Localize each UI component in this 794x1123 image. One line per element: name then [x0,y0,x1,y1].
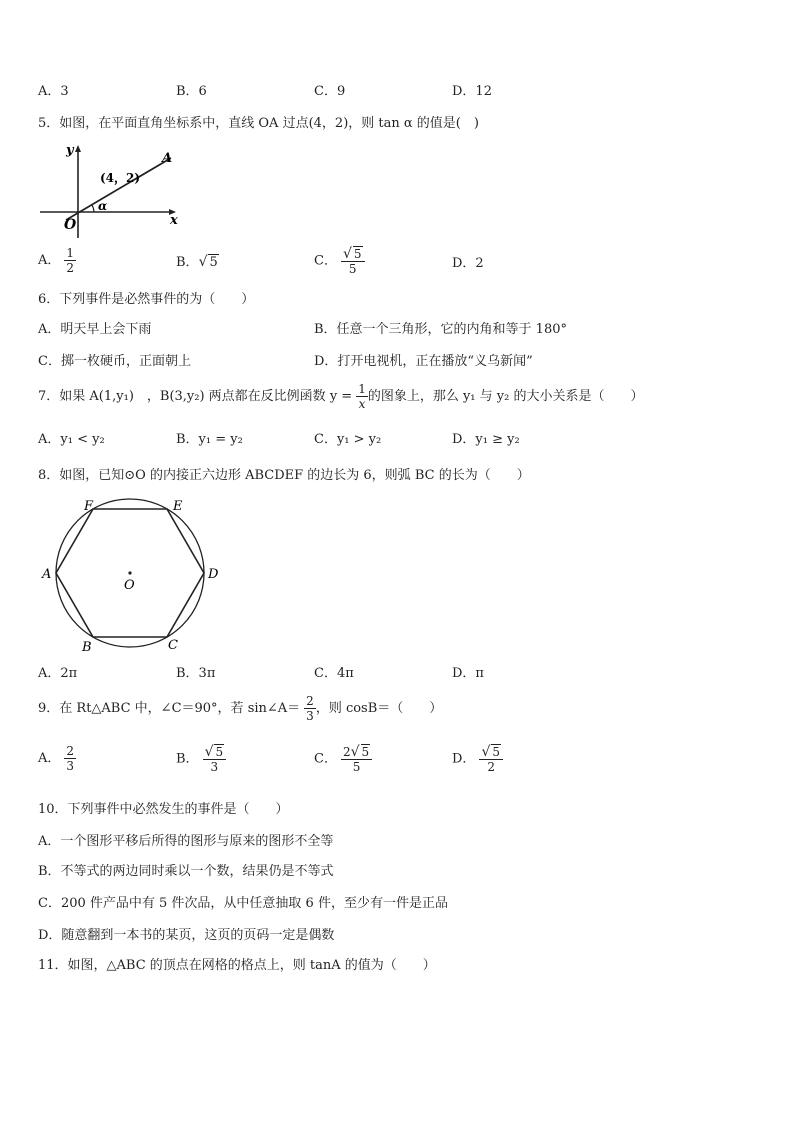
q10-stem: 10．下列事件中必然发生的事件是（ ） [38,802,289,817]
q8-label-d: D [208,567,219,582]
q9-option-b: B． $\frac{√ 5}{3}$ [176,744,226,774]
q5-option-a: A． $\frac{1}{2}$ [38,246,75,275]
q5-option-b: B．√ 5 [176,254,218,270]
q7-option-c: C．y₁ > y₂ [314,432,382,447]
q6-option-c: C．掷一枚硬币，正面朝上 [38,354,191,369]
q5-stem: 5．如图，在平面直角坐标系中，直线 OA 过点(4，2)，则 tan α 的值是( ) [38,116,479,131]
q8-label-f: F [84,499,94,514]
q5-x-label: x [170,213,178,228]
q5-origin-label: O [64,217,77,233]
q8-stem: 8．如图，已知⊙O 的内接正六边形 ABCDEF 的边长为 6，则弧 BC 的长为（ ） [38,468,530,483]
q5-option-c: C． $\frac{√ 5}{5}$ [314,246,365,276]
q10-option-d: D．随意翻到一本书的某页，这页的页码一定是偶数 [38,928,335,943]
q8-label-o: O [124,578,135,593]
q4-option-b: B．6 [176,84,207,99]
q4-option-a: A．3 [38,84,69,99]
q5-option-d: D．2 [452,256,484,271]
q8-option-a: A．2π [38,666,78,681]
q8-label-e: E [173,499,183,514]
q5-y-label: y [66,143,74,158]
q4-option-c: C．9 [314,84,346,99]
q7-option-a: A．y₁ < y₂ [38,432,105,447]
q6-option-a: A．明天早上会下雨 [38,322,152,337]
q5-coordinate-figure [36,140,186,240]
q8-label-a: A [42,567,52,582]
q8-option-b: B．3π [176,666,216,681]
q8-option-c: C．4π [314,666,354,681]
q10-option-c: C．200 件产品中有 5 件次品，从中任意抽取 6 件，至少有一件是正品 [38,896,448,911]
q11-stem: 11．如图，△ABC 的顶点在网格的格点上，则 tanA 的值为（ ） [38,958,436,973]
q6-stem: 6．下列事件是必然事件的为（ ） [38,292,255,307]
q9-stem: 9．在 Rt△ABC 中，∠C＝90°，若 sin∠A＝ $\frac{2}{3}$ ，则 cosB＝（ ） [38,694,443,723]
q7-option-d: D．y₁ ≥ y₂ [452,432,520,447]
q4-option-d: D．12 [452,84,492,99]
q8-hexagon-figure [36,494,226,656]
q7-option-b: B．y₁ = y₂ [176,432,243,447]
q9-option-c: C． $\frac{2√ 5}{5}$ [314,744,372,774]
q9-option-a: A． $\frac{2}{3}$ [38,744,75,773]
q6-option-d: D．打开电视机，正在播放“义乌新闻” [314,354,533,369]
q7-stem: 7．如果 A(1,y₁) ，B(3,y₂) 两点都在反比例函数 y = $\frac{1}{x}$ 的图象上，那么 y₁ 与 y₂ 的大小关系是（ ） [38,382,644,411]
q10-option-b: B．不等式的两边同时乘以一个数，结果仍是不等式 [38,864,334,879]
q8-label-b: B [82,640,92,655]
q5-angle-label: α [98,199,108,213]
q5-point-label: (4，2) [100,171,141,185]
q9-option-d: D． $\frac{√ 5}{2}$ [452,744,503,774]
q8-label-c: C [168,638,178,653]
q10-option-a: A．一个图形平移后所得的图形与原来的图形不全等 [38,834,334,849]
q8-option-d: D．π [452,666,484,681]
q6-option-b: B．任意一个三角形，它的内角和等于 180° [314,322,567,337]
q5-line-label: A [162,151,173,166]
